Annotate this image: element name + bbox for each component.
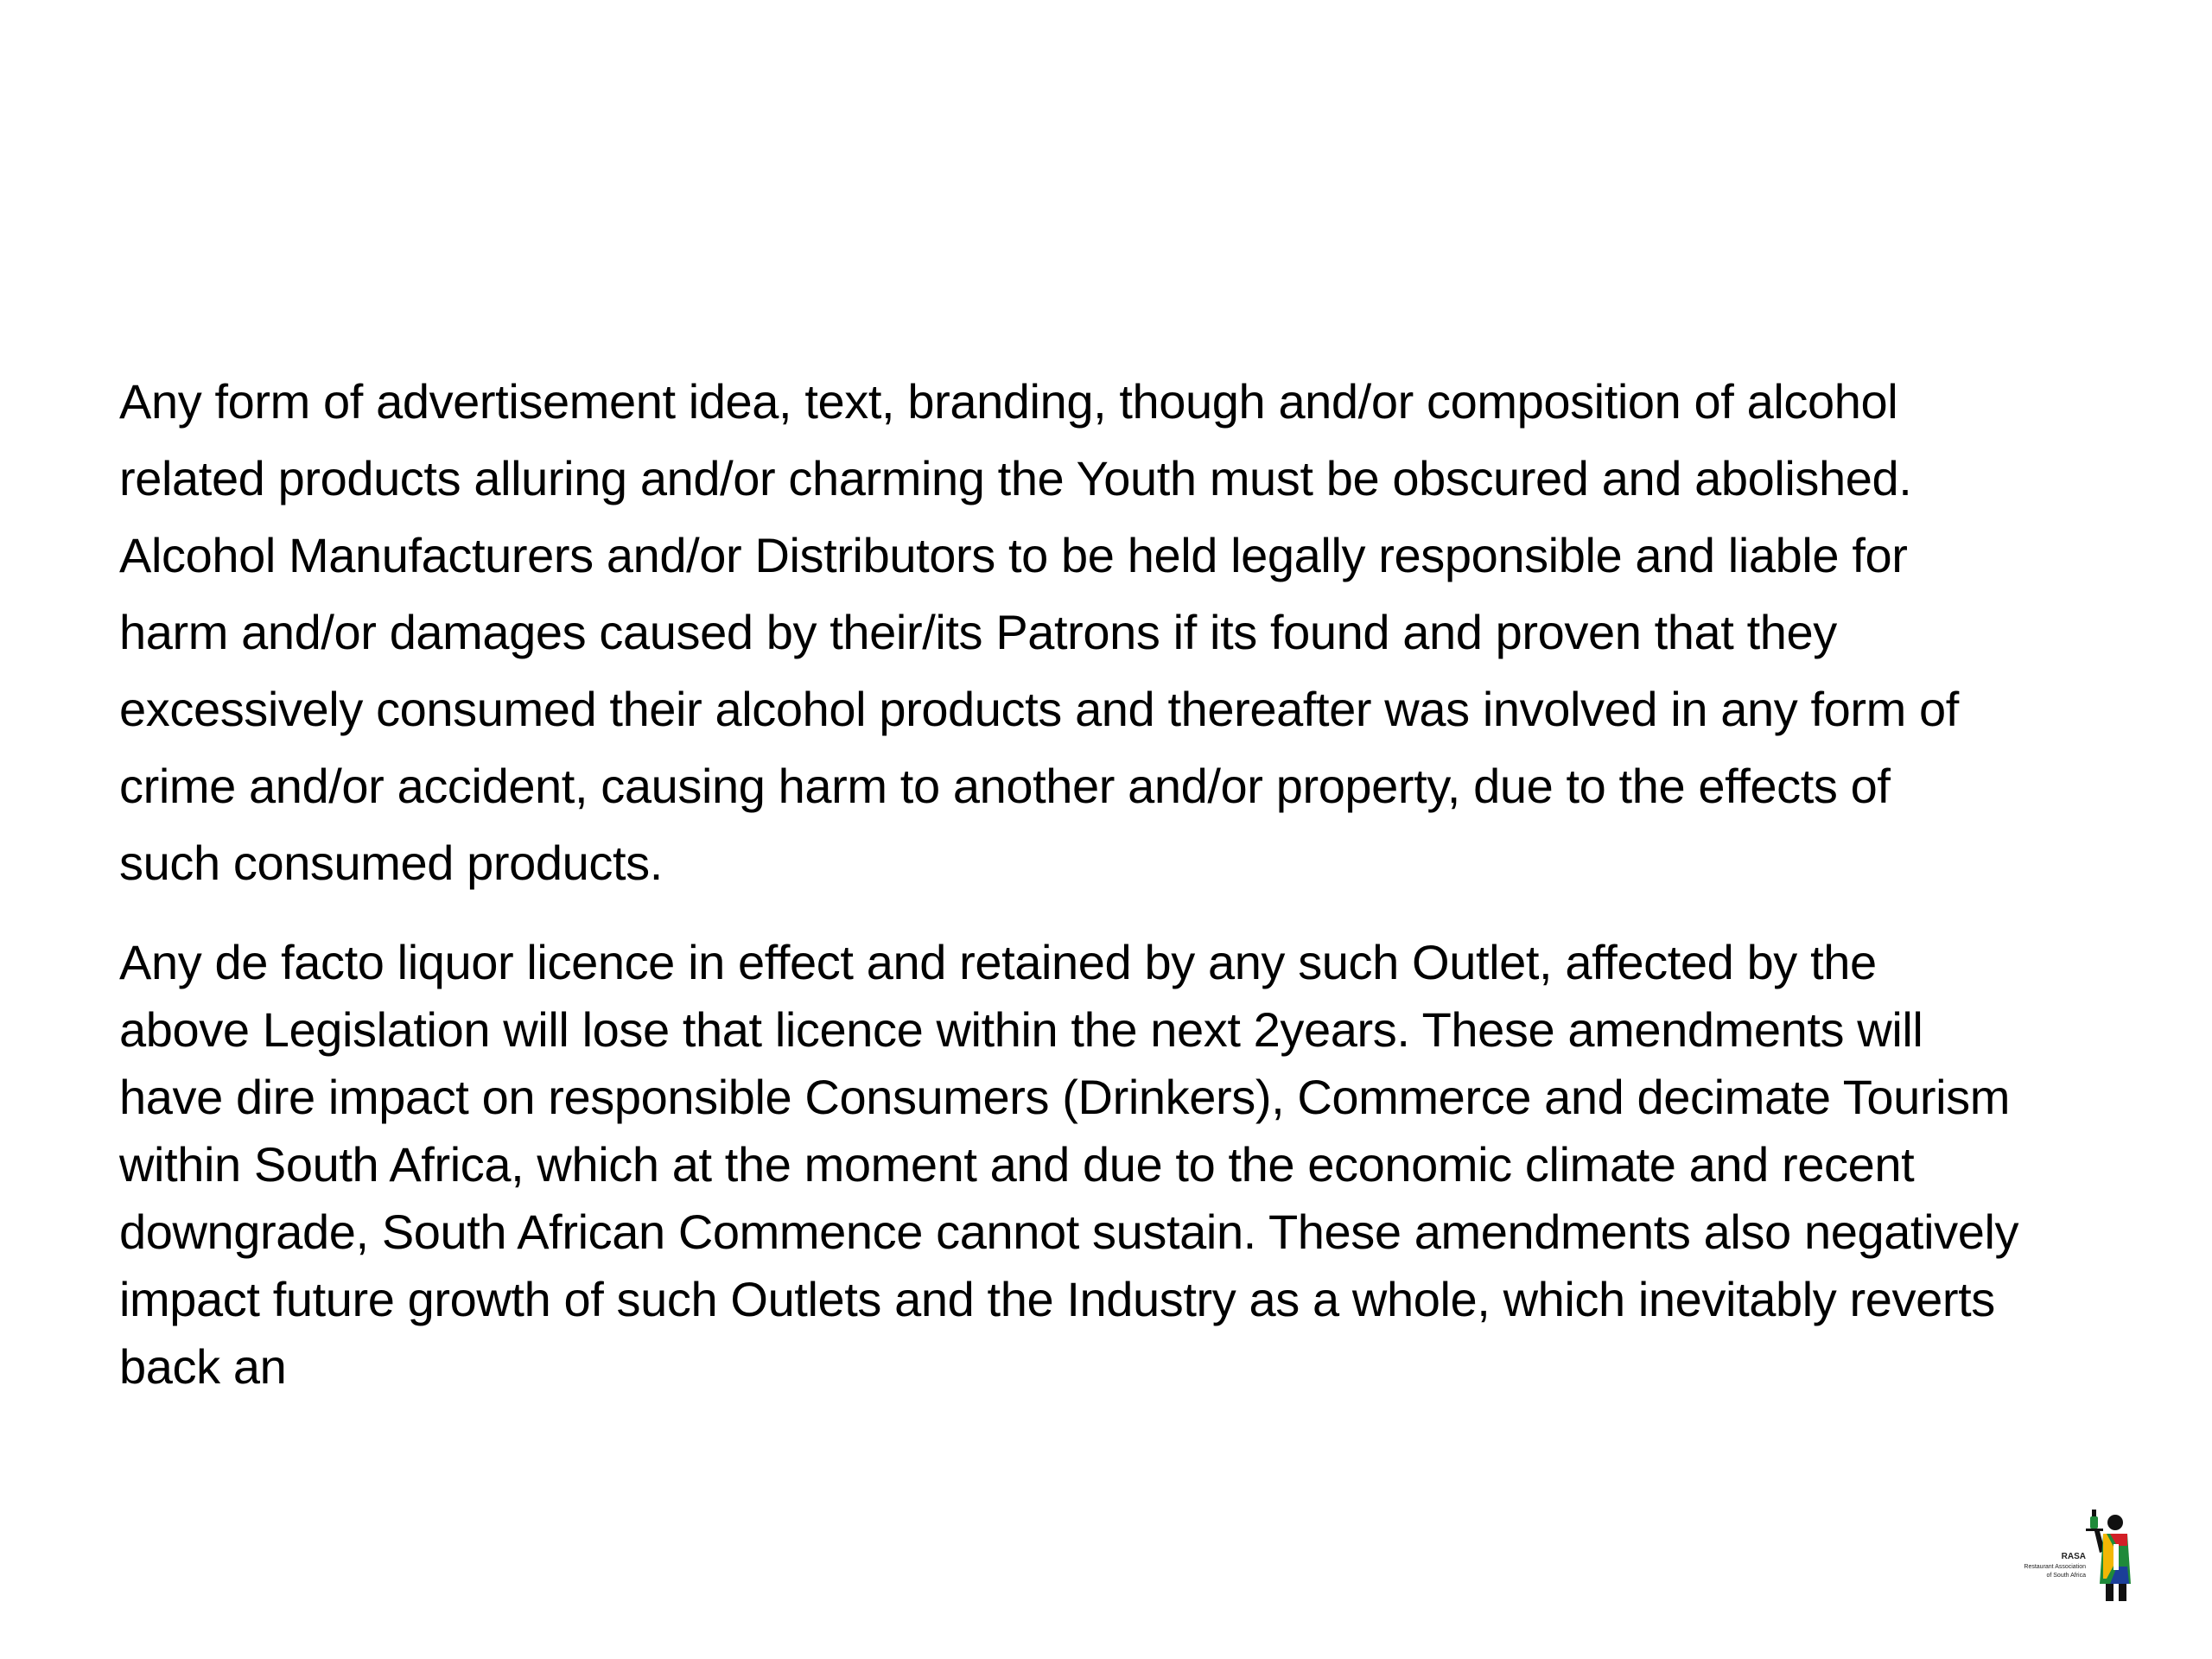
- text-line: Any de facto liquor licence in effect and retained by any such Outlet, affected by the: [119, 935, 1877, 989]
- logo-subtitle-line: Restaurant Association: [2024, 1564, 2086, 1570]
- text-line: related products alluring and/or charming the Youth must be obscured and abolished.: [119, 451, 1912, 505]
- text-line: impact future growth of such Outlets and the Industry as a whole, which inevitably reverts: [119, 1272, 1995, 1326]
- text-line: Any form of advertisement idea, text, branding, though and/or composition of alcohol: [119, 374, 1898, 429]
- text-line: excessively consumed their alcohol products and thereafter was involved in any form of: [119, 682, 1959, 736]
- waiter-figure-icon: [2082, 1508, 2134, 1603]
- text-line: such consumed products.: [119, 836, 663, 890]
- text-line: have dire impact on responsible Consumers (Drinkers), Commerce and decimate Tourism: [119, 1070, 2010, 1124]
- rasa-logo: [1996, 1508, 2134, 1603]
- text-line: downgrade, South African Commence cannot sustain. These amendments also negatively: [119, 1205, 2019, 1259]
- paragraph-advertising-liability: [119, 363, 2176, 901]
- text-line: crime and/or accident, causing harm to another and/or property, due to the effects of: [119, 759, 1891, 813]
- logo-subtitle-line: of South Africa: [2046, 1573, 2086, 1579]
- logo-abbreviation: RASA: [2061, 1552, 2086, 1561]
- text-line: above Legislation will lose that licence within the next 2years. These amendments will: [119, 1002, 1923, 1057]
- slide-body: [119, 363, 2176, 1401]
- paragraph-licence-impact: [119, 929, 2176, 1401]
- text-line: within South Africa, which at the moment and due to the economic climate and recent: [119, 1137, 1915, 1192]
- text-line: back an: [119, 1339, 287, 1394]
- text-line: Alcohol Manufacturers and/or Distributors to be held legally responsible and liable for: [119, 528, 1908, 582]
- text-line: harm and/or damages caused by their/its Patrons if its found and proven that they: [119, 605, 1837, 659]
